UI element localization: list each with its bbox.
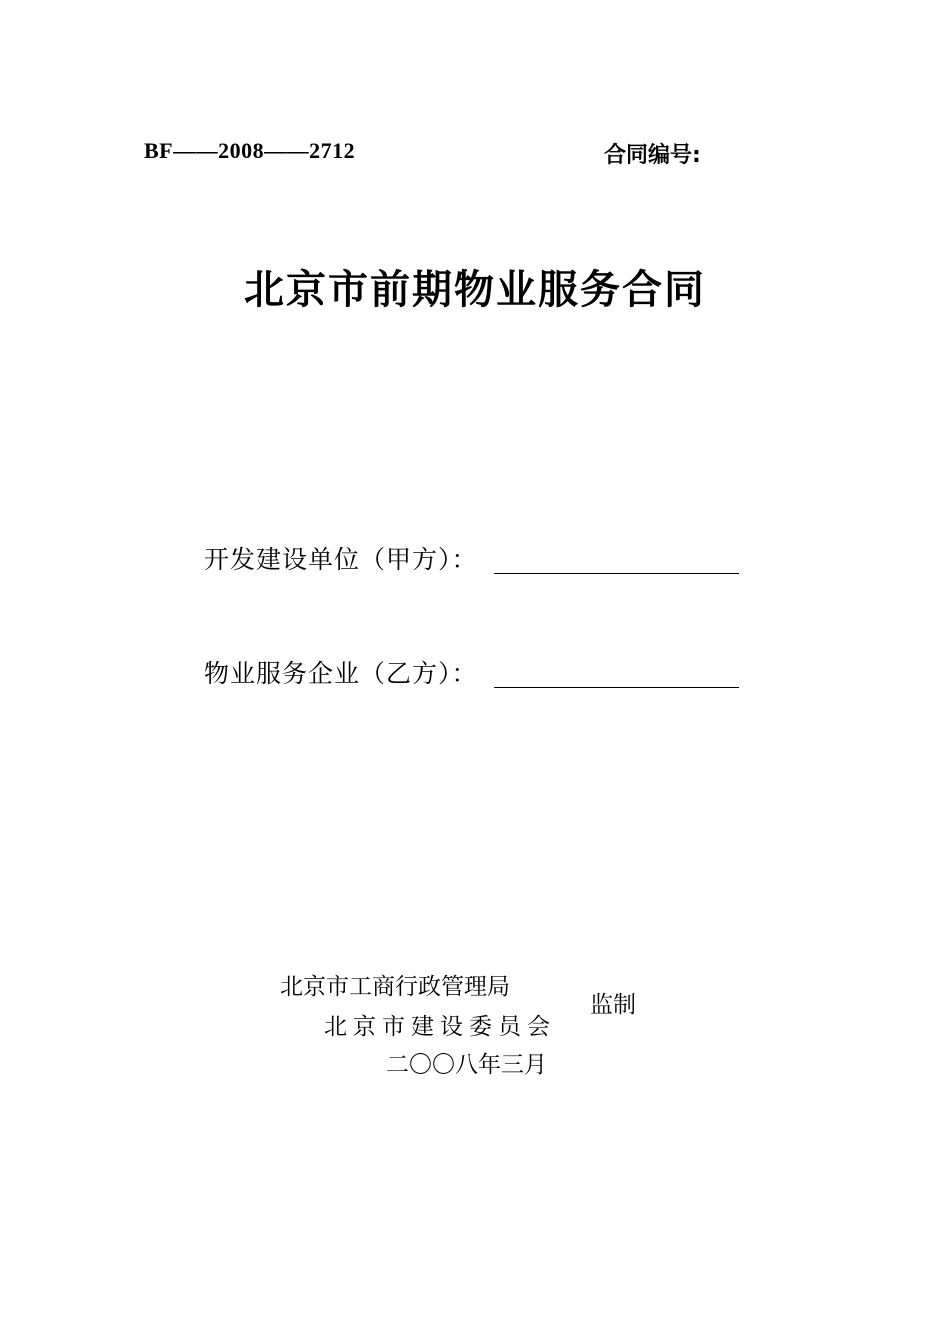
document-code: BF——2008——2712 — [144, 138, 356, 163]
party-a-row — [204, 536, 739, 576]
party-a-label: 开发建设单位（甲方）： — [204, 545, 478, 574]
party-b-blank-line — [494, 687, 739, 688]
issue-date: 二〇〇八年三月 — [386, 1052, 547, 1078]
supervise-label: 监制 — [590, 992, 636, 1018]
party-a-blank-line — [494, 573, 739, 574]
contract-number-label: 合同编号: — [604, 143, 701, 168]
party-b-row — [204, 650, 739, 690]
party-b-label: 物业服务企业（乙方）： — [204, 659, 478, 688]
issuer-commerce-bureau: 北京市工商行政管理局 — [280, 974, 510, 1000]
document-title: 北京市前期物业服务合同 — [244, 267, 706, 313]
issuer-construction-commission: 北京市建设委员会 — [324, 1014, 556, 1040]
